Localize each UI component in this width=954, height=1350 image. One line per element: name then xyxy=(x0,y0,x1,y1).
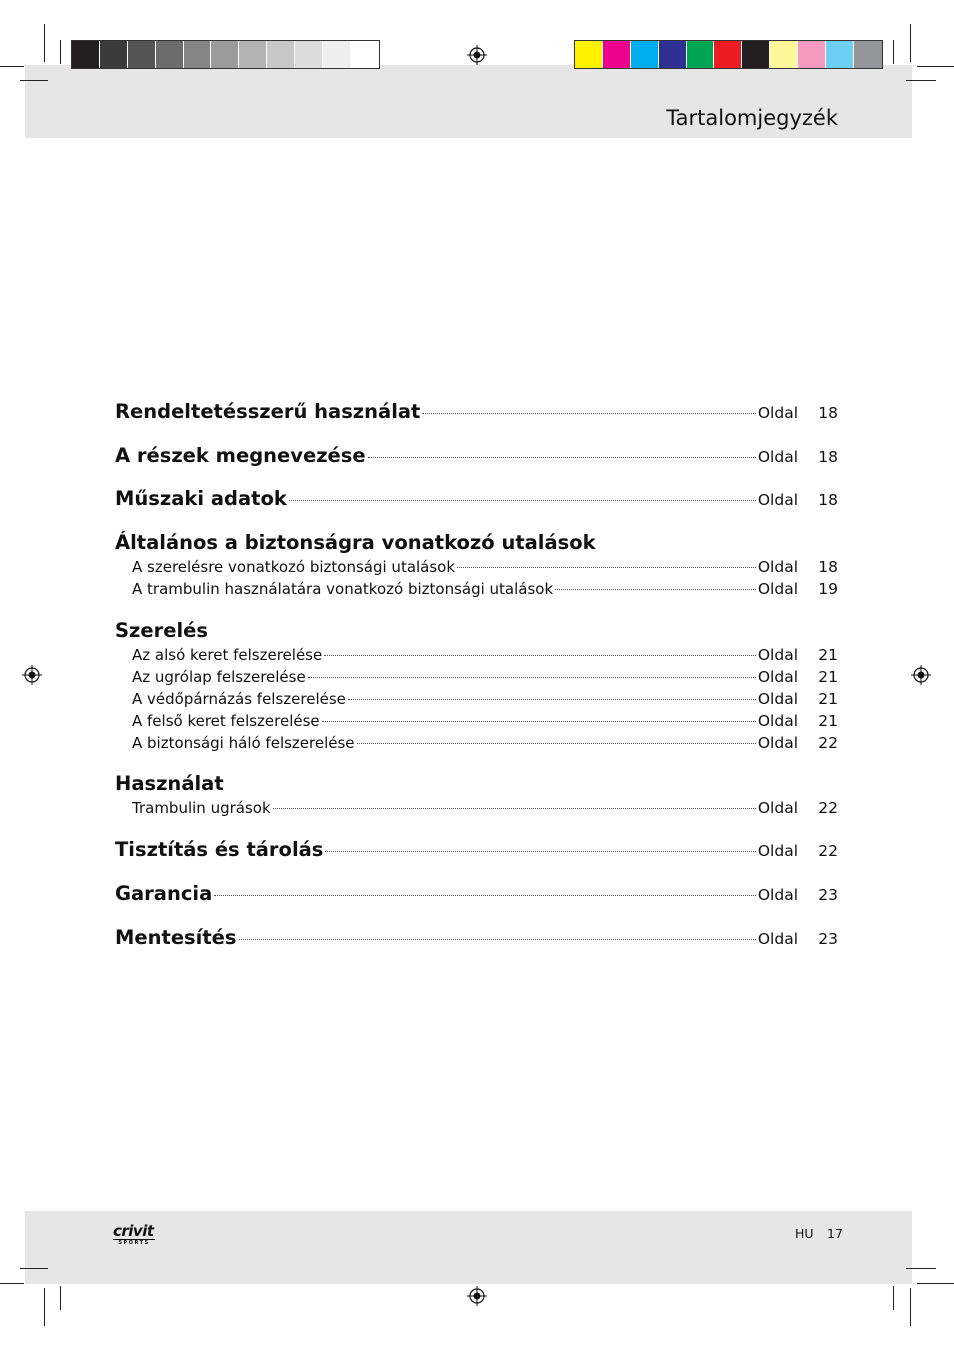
toc-entry-title: A részek megnevezése xyxy=(115,444,366,467)
leader-dots xyxy=(368,457,756,458)
oldal-label: Oldal xyxy=(757,712,798,730)
leader-dots xyxy=(239,939,756,940)
color-swatch xyxy=(854,41,882,68)
page-number: 18 xyxy=(818,448,838,466)
leader-dots xyxy=(348,699,756,700)
oldal-label: Oldal xyxy=(757,886,798,904)
leader-dots xyxy=(214,895,756,896)
oldal-label: Oldal xyxy=(757,930,798,948)
color-swatch xyxy=(128,41,156,68)
toc-subentry[interactable] xyxy=(132,646,838,664)
toc-entry-mentesites[interactable] xyxy=(115,926,838,949)
grayscale-color-bar xyxy=(71,40,380,69)
toc-entry-title: A védőpárnázás felszerelése xyxy=(132,690,346,708)
toc-entry-title: A felső keret felszerelése xyxy=(132,712,320,730)
crop-mark xyxy=(20,1268,48,1269)
leader-dots xyxy=(422,413,755,414)
crop-mark xyxy=(917,66,954,67)
toc-subentry[interactable] xyxy=(132,580,838,598)
page-number: 23 xyxy=(818,886,838,904)
toc-entry-title: A szerelésre vonatkozó biztonsági utalások xyxy=(132,558,456,576)
color-swatch xyxy=(770,41,798,68)
footer-bar xyxy=(25,1211,912,1284)
oldal-label: Oldal xyxy=(757,668,798,686)
page-number: 18 xyxy=(818,404,838,422)
toc-entry-garancia[interactable] xyxy=(115,882,838,905)
registration-mark-icon xyxy=(22,665,42,685)
toc-entry-title: Az ugrólap felszerelése xyxy=(132,668,306,686)
color-swatch xyxy=(742,41,770,68)
crop-mark xyxy=(893,1286,894,1310)
color-swatch xyxy=(714,41,742,68)
page-number: 19 xyxy=(818,580,838,598)
page-number: 21 xyxy=(818,690,838,708)
crop-mark xyxy=(893,40,894,64)
oldal-label: Oldal xyxy=(757,580,798,598)
crop-mark xyxy=(910,1288,911,1326)
toc-subentry[interactable] xyxy=(132,690,838,708)
page-number: 23 xyxy=(818,930,838,948)
page-number: 21 xyxy=(818,668,838,686)
toc-entry-title: Mentesítés xyxy=(115,926,237,949)
color-swatch xyxy=(100,41,128,68)
crop-mark xyxy=(44,1288,45,1326)
color-swatch xyxy=(239,41,267,68)
toc-subentry[interactable] xyxy=(132,799,838,817)
crop-mark xyxy=(20,80,48,81)
page-number: 22 xyxy=(818,842,838,860)
leader-dots xyxy=(325,851,755,852)
crop-mark xyxy=(906,80,936,81)
color-swatch xyxy=(323,41,351,68)
toc-section-szereles[interactable]: Szerelés xyxy=(115,619,208,642)
page-number: 18 xyxy=(818,558,838,576)
toc-subentry[interactable] xyxy=(132,558,838,576)
page-number: 21 xyxy=(818,712,838,730)
oldal-label: Oldal xyxy=(757,491,798,509)
toc-entry-rendeltetes[interactable] xyxy=(115,400,838,423)
color-swatch xyxy=(211,41,239,68)
leader-dots xyxy=(273,808,756,809)
toc-entry-reszek[interactable] xyxy=(115,444,838,467)
registration-mark-icon xyxy=(467,1286,487,1306)
oldal-label: Oldal xyxy=(757,558,798,576)
toc-entry-title: A trambulin használatára vonatkozó biztonsági utalások xyxy=(132,580,554,598)
toc-section-hasznalat[interactable]: Használat xyxy=(115,772,224,795)
leader-dots xyxy=(289,500,756,501)
leader-dots xyxy=(555,589,756,590)
crop-mark xyxy=(60,40,61,64)
leader-dots xyxy=(322,721,756,722)
color-swatch xyxy=(267,41,295,68)
page-number: 22 xyxy=(818,799,838,817)
toc-section-altalanos[interactable]: Általános a biztonságra vonatkozó utalások xyxy=(115,531,596,554)
leader-dots xyxy=(457,567,756,568)
color-swatch xyxy=(826,41,854,68)
leader-dots xyxy=(357,743,756,744)
page-number: 22 xyxy=(818,734,838,752)
leader-dots xyxy=(308,677,756,678)
oldal-label: Oldal xyxy=(757,799,798,817)
oldal-label: Oldal xyxy=(757,646,798,664)
page-number-footer: 17 xyxy=(827,1226,843,1241)
color-swatch xyxy=(687,41,715,68)
toc-entry-title: Rendeltetésszerű használat xyxy=(115,400,421,423)
page-title: Tartalomjegyzék xyxy=(666,106,838,130)
toc-entry-title: Garancia xyxy=(115,882,213,905)
color-swatch xyxy=(798,41,826,68)
page-number: 18 xyxy=(818,491,838,509)
language-code: HU xyxy=(795,1226,814,1241)
leader-dots xyxy=(324,655,756,656)
toc-entry-title: Műszaki adatok xyxy=(115,487,287,510)
crop-mark xyxy=(917,1283,954,1284)
toc-entry-tisztitas[interactable] xyxy=(115,838,838,861)
oldal-label: Oldal xyxy=(757,448,798,466)
color-swatch xyxy=(659,41,687,68)
toc-entry-title: Trambulin ugrások xyxy=(132,799,271,817)
toc-subentry[interactable] xyxy=(132,668,838,686)
crivit-logo xyxy=(113,1224,155,1246)
crop-mark xyxy=(0,66,24,67)
logo-subtext: SPORTS xyxy=(113,1239,155,1246)
oldal-label: Oldal xyxy=(757,734,798,752)
toc-entry-title: Az alsó keret felszerelése xyxy=(132,646,323,664)
registration-mark-icon xyxy=(467,45,487,65)
color-swatch xyxy=(631,41,659,68)
logo-text: crivit xyxy=(113,1222,154,1240)
color-swatch xyxy=(156,41,184,68)
color-swatch xyxy=(295,41,323,68)
toc-entry-title: A biztonsági háló felszerelése xyxy=(132,734,355,752)
toc-subentry[interactable] xyxy=(132,734,838,752)
oldal-label: Oldal xyxy=(757,404,798,422)
color-swatch xyxy=(184,41,212,68)
crop-mark xyxy=(0,1283,24,1284)
crop-mark xyxy=(910,24,911,62)
color-swatch xyxy=(351,41,379,68)
color-swatch xyxy=(72,41,100,68)
registration-mark-icon xyxy=(911,665,931,685)
crop-mark xyxy=(60,1286,61,1310)
crop-mark xyxy=(44,24,45,62)
toc-entry-title: Tisztítás és tárolás xyxy=(115,838,324,861)
toc-subentry[interactable] xyxy=(132,712,838,730)
color-swatch xyxy=(575,41,603,68)
cmyk-color-bar xyxy=(574,40,883,69)
oldal-label: Oldal xyxy=(757,842,798,860)
toc-entry-muszaki[interactable] xyxy=(115,487,838,510)
oldal-label: Oldal xyxy=(757,690,798,708)
crop-mark xyxy=(906,1268,936,1269)
color-swatch xyxy=(603,41,631,68)
page-number: 21 xyxy=(818,646,838,664)
